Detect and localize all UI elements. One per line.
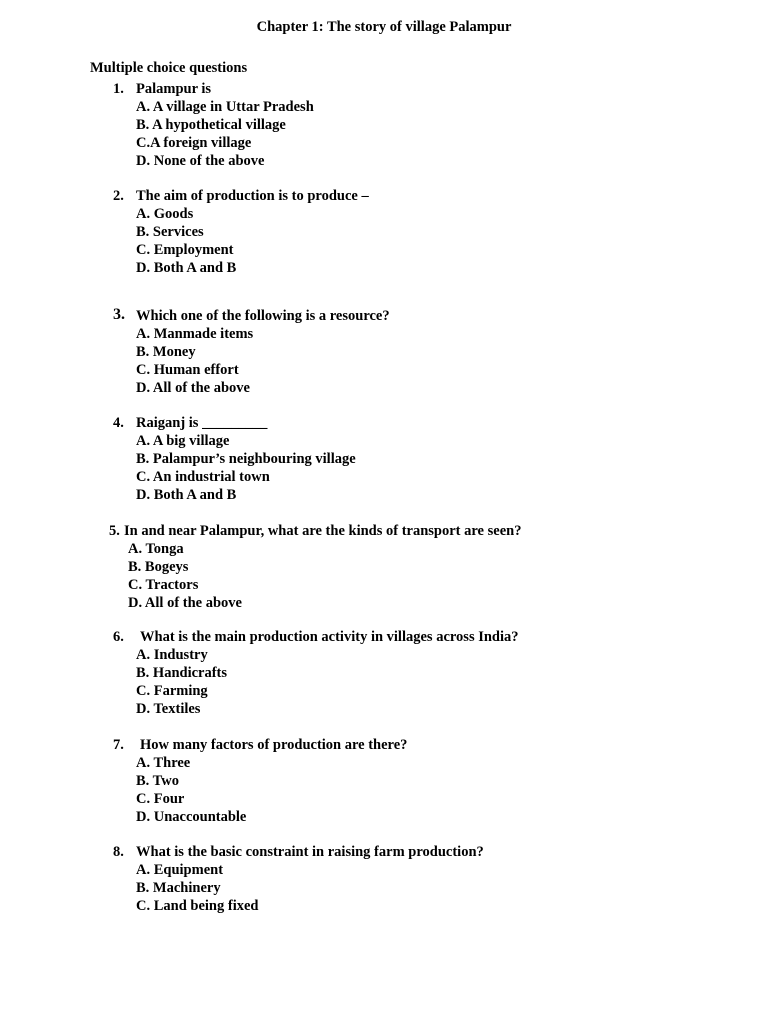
question-text: How many factors of production are there? xyxy=(140,737,408,753)
option-d: D. Unaccountable xyxy=(136,809,247,825)
option-d: D. None of the above xyxy=(136,153,265,169)
question-text: What is the basic constraint in raising farm production? xyxy=(136,844,484,860)
option-a: A. A village in Uttar Pradesh xyxy=(136,99,314,115)
option-d: D. All of the above xyxy=(136,380,250,396)
option-a: A. Goods xyxy=(136,206,194,222)
option-c: C. Farming xyxy=(136,683,208,699)
option-b: B. Two xyxy=(136,773,179,789)
question-number: 7. xyxy=(113,737,124,753)
option-b: B. Services xyxy=(136,224,204,240)
option-a: A. Tonga xyxy=(128,541,184,557)
question-number: 1. xyxy=(113,81,124,97)
option-c: C. Human effort xyxy=(136,362,239,378)
option-c: C. Land being fixed xyxy=(136,898,259,914)
option-b: B. Palampur’s neighbouring village xyxy=(136,451,356,467)
question-number: 4. xyxy=(113,415,124,431)
option-a: A. Three xyxy=(136,755,191,771)
question-text: What is the main production activity in villages across India? xyxy=(140,629,519,645)
option-b: B. Handicrafts xyxy=(136,665,228,681)
option-c: C. Employment xyxy=(136,242,234,258)
section-heading: Multiple choice questions xyxy=(90,60,248,76)
option-a: A. A big village xyxy=(136,433,230,449)
question-text: Raiganj is _________ xyxy=(136,415,268,431)
question-number: 2. xyxy=(113,188,124,204)
option-a: A. Equipment xyxy=(136,862,224,878)
option-c: C. An industrial town xyxy=(136,469,270,485)
option-c: C.A foreign village xyxy=(136,135,252,151)
option-d: D. All of the above xyxy=(128,595,242,611)
option-a: A. Industry xyxy=(136,647,208,663)
option-b: B. Money xyxy=(136,344,196,360)
option-d: D. Textiles xyxy=(136,701,201,717)
option-d: D. Both A and B xyxy=(136,487,237,503)
question-number: 8. xyxy=(113,844,124,860)
question-number: 3. xyxy=(113,306,125,323)
option-b: B. A hypothetical village xyxy=(136,117,286,133)
option-b: B. Bogeys xyxy=(128,559,189,575)
question-text: The aim of production is to produce – xyxy=(136,188,369,204)
question-text: Which one of the following is a resource? xyxy=(136,308,390,324)
option-b: B. Machinery xyxy=(136,880,221,896)
option-c: C. Four xyxy=(136,791,185,807)
question-number: 6. xyxy=(113,629,124,645)
question-number: 5. xyxy=(109,523,120,539)
question-text: In and near Palampur, what are the kinds of transport are seen? xyxy=(124,523,522,539)
option-c: C. Tractors xyxy=(128,577,199,593)
question-text: Palampur is xyxy=(136,81,212,97)
page-title: Chapter 1: The story of village Palampur xyxy=(256,19,512,35)
option-a: A. Manmade items xyxy=(136,326,254,342)
option-d: D. Both A and B xyxy=(136,260,237,276)
